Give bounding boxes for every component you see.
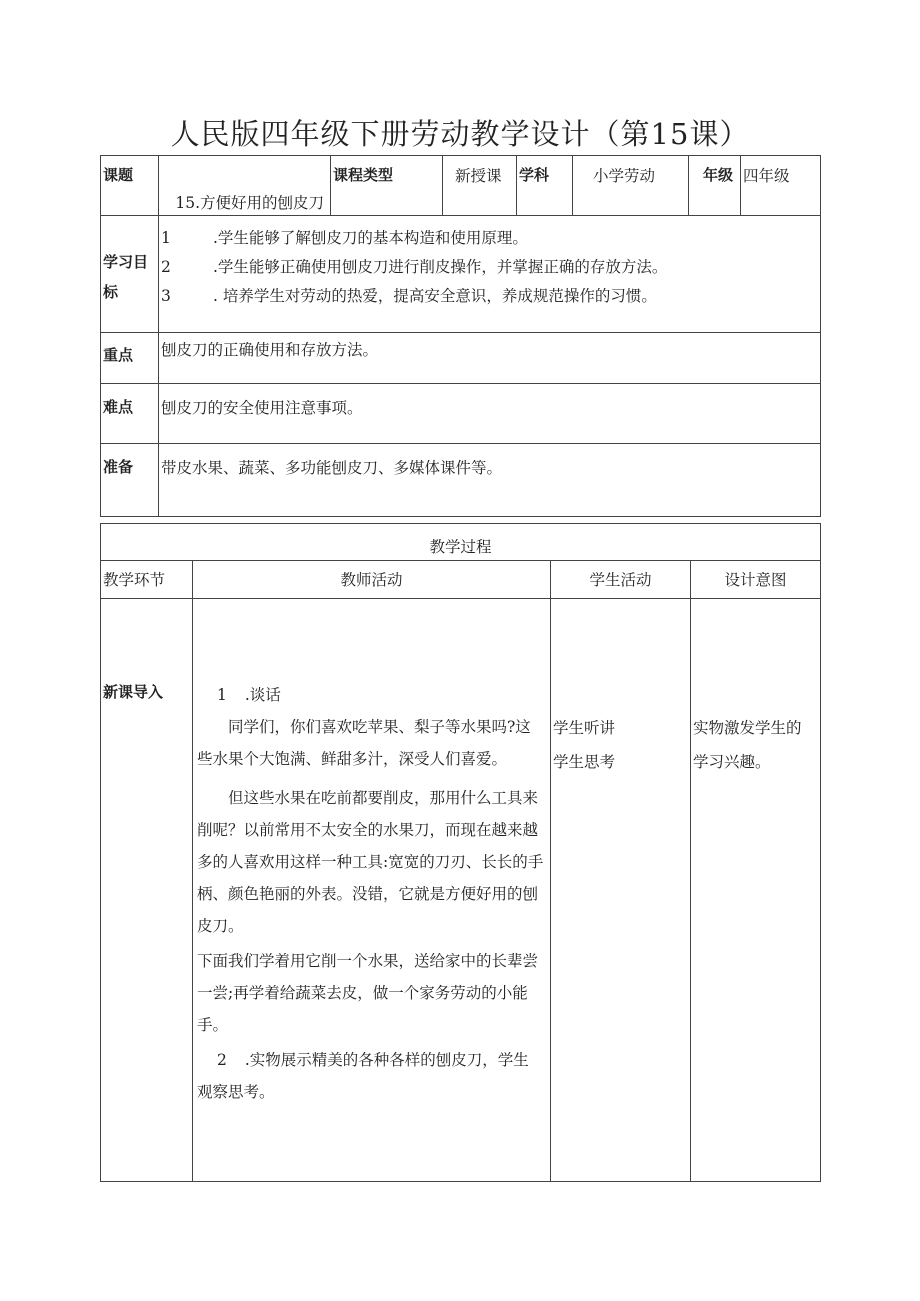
objectives-list [159, 216, 821, 333]
objective-item [161, 224, 818, 253]
student-activity [551, 599, 691, 1182]
column-header-teacher: 教师活动 [193, 561, 551, 599]
teaching-process-table [100, 523, 821, 1182]
subject-value: 小学劳动 [573, 156, 689, 216]
student-activity-item: 学生思考 [553, 753, 616, 771]
column-header-intent: 设计意图 [691, 561, 821, 599]
student-activity-item: 学生听讲 [553, 719, 616, 737]
objective-text: . 培养学生对劳动的热爱，提高安全意识，养成规范操作的习惯。 [213, 287, 657, 305]
teacher-paragraph-3: 下面我们学着用它削一个水果，送给家中的长辈尝一尝;再学着给蔬菜去皮，做一个家务劳动的小能手。 [197, 952, 539, 1034]
grade-value: 四年级 [741, 156, 821, 216]
objective-item [161, 253, 818, 282]
teacher-item-2-text: .实物展示精美的各种各样的刨皮刀，学生观察思考。 [197, 1051, 529, 1101]
objective-number: 1 [161, 229, 171, 247]
column-header-stage: 教学环节 [101, 561, 193, 599]
objective-text: .学生能够正确使用刨皮刀进行削皮操作，并掌握正确的存放方法。 [213, 258, 668, 276]
subject-label: 学科 [517, 156, 573, 216]
grade-label: 年级 [689, 156, 741, 216]
lesson-info-table [100, 155, 821, 517]
course-type-label: 课程类型 [331, 156, 443, 216]
difficulty-label: 难点 [101, 384, 159, 444]
objective-number: 3 [161, 287, 171, 305]
teacher-item-1 [217, 679, 544, 711]
objectives-label-line1: 学习目 [103, 253, 149, 271]
process-heading: 教学过程 [101, 524, 821, 561]
topic-value: 15.方便好用的刨皮刀 [159, 156, 331, 216]
document-title: 人民版四年级下册劳动教学设计（第15课） [170, 117, 750, 151]
difficulty-value: 刨皮刀的安全使用注意事项。 [159, 384, 821, 444]
objective-number: 2 [161, 258, 171, 276]
course-type-value: 新授课 [443, 156, 517, 216]
key-point-label: 重点 [101, 333, 159, 384]
objective-item [161, 282, 818, 311]
teacher-item-1-number: 1 [217, 686, 227, 704]
teacher-item-2 [197, 1044, 544, 1108]
preparation-value: 带皮水果、蔬菜、多功能刨皮刀、多媒体课件等。 [159, 444, 821, 517]
design-intent: 实物激发学生的学习兴趣。 [691, 599, 821, 1182]
stage-new-lesson-intro: 新课导入 [101, 599, 193, 1182]
preparation-label: 准备 [101, 444, 159, 517]
key-point-value: 刨皮刀的正确使用和存放方法。 [159, 333, 821, 384]
objective-text: .学生能够了解刨皮刀的基本构造和使用原理。 [213, 229, 528, 247]
teacher-activity [193, 599, 551, 1182]
topic-label: 课题 [101, 156, 159, 216]
teacher-item-2-number: 2 [217, 1051, 227, 1069]
teacher-item-1-title: .谈话 [244, 686, 281, 704]
teacher-paragraph-1: 同学们，你们喜欢吃苹果、梨子等水果吗?这些水果个大饱满、鲜甜多汁，深受人们喜爱。 [197, 718, 531, 768]
teacher-paragraph-2: 但这些水果在吃前都要削皮，那用什么工具来削呢？以前常用不太安全的水果刀，而现在越来越多的人喜欢用这样一种工具:宽宽的刀刃、长长的手柄、颜色艳丽的外表。没错，它就是方便好用的刨皮刀。 [197, 789, 544, 935]
column-header-student: 学生活动 [551, 561, 691, 599]
objectives-label [101, 216, 159, 333]
objectives-label-line2: 标 [103, 283, 119, 301]
